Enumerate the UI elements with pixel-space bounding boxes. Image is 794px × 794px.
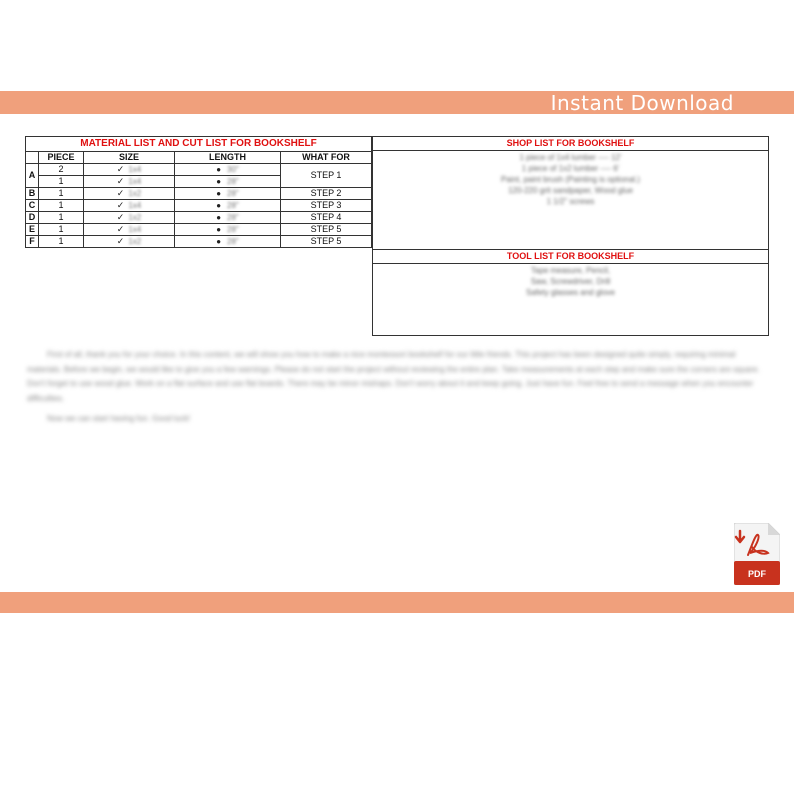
- length-value: 28": [227, 201, 239, 210]
- intro-closing: Now we can start having fun. Good luck!: [47, 414, 191, 423]
- piece-count: 1: [39, 224, 84, 236]
- size-value: 1x2: [128, 237, 142, 246]
- header-piece: PIECE: [39, 152, 84, 164]
- tool-list-title: TOOL LIST FOR BOOKSHELF: [373, 250, 768, 264]
- table-row: [26, 200, 372, 212]
- piece-count: 1: [39, 200, 84, 212]
- size-value: 1x4: [128, 201, 142, 210]
- header-length: LENGTH: [175, 152, 281, 164]
- header-size: SIZE: [84, 152, 175, 164]
- list-item: 1 1/2" screws: [546, 197, 595, 206]
- row-letter: A: [26, 164, 39, 188]
- size-value: 1x2: [128, 189, 142, 198]
- bullet-icon: ●: [216, 201, 222, 210]
- size-value: 1x4: [128, 177, 142, 186]
- material-table-title: MATERIAL LIST AND CUT LIST FOR BOOKSHELF: [26, 137, 372, 152]
- pdf-file-icon: [734, 523, 780, 585]
- size-value: 1x2: [128, 213, 142, 222]
- bullet-icon: ●: [216, 225, 222, 234]
- list-item: Paint, paint brush (Painting is optional.): [500, 175, 641, 184]
- length-value: 28": [227, 189, 239, 198]
- check-icon: ✓: [116, 164, 125, 174]
- shop-list-box: [372, 136, 769, 250]
- piece-count: 1: [39, 176, 84, 188]
- what-for-value: STEP 5: [281, 224, 372, 236]
- piece-count: 2: [39, 164, 84, 176]
- tool-list-box: [372, 250, 769, 336]
- row-letter: C: [26, 200, 39, 212]
- table-row: [26, 224, 372, 236]
- intro-paragraph: First of all, thank you for your choice. In this content, we will show you how to make a nice montessori bookshelf for our little friends. This project has been designed quite simply, requiring minimal materials. Before we begin, we would like to give you a few warnings. Please do not start the project without reviewing the entire plan. Take measurements at each step and make sure the corners are square. Don't forget to use wood glue. Work on a flat surface and use flat boards. There may be minor mishaps. Don't worry about it and keep going. Just have fun. Feel free to send a message when you encounter difficulties.: [27, 350, 760, 403]
- row-letter: F: [26, 236, 39, 248]
- check-icon: ✓: [116, 236, 125, 246]
- list-item: 1 piece of 1x4 lumber ---- 12': [519, 153, 622, 162]
- list-item: Safety glasses and glove: [526, 288, 615, 297]
- shop-list-lines: [373, 151, 768, 207]
- tool-list-lines: [373, 264, 768, 298]
- what-for-value: STEP 2: [281, 188, 372, 200]
- length-value: 28": [227, 237, 239, 246]
- piece-count: 1: [39, 236, 84, 248]
- table-row: [26, 164, 372, 176]
- instant-download-label: Instant Download: [550, 91, 734, 115]
- table-row: [26, 212, 372, 224]
- bullet-icon: ●: [216, 177, 222, 186]
- row-letter: D: [26, 212, 39, 224]
- piece-count: 1: [39, 212, 84, 224]
- intro-text: [27, 348, 767, 427]
- material-cut-list-table: [25, 136, 372, 248]
- length-value: 30": [227, 165, 239, 174]
- piece-count: 1: [39, 188, 84, 200]
- check-icon: ✓: [116, 224, 125, 234]
- length-value: 28": [227, 177, 239, 186]
- what-for-value: STEP 3: [281, 200, 372, 212]
- bullet-icon: ●: [216, 165, 222, 174]
- length-value: 28": [227, 213, 239, 222]
- list-item: Saw, Screwdriver, Drill: [530, 277, 611, 286]
- list-item: 1 piece of 1x2 lumber ---- 6': [521, 164, 620, 173]
- row-letter: B: [26, 188, 39, 200]
- table-row: [26, 236, 372, 248]
- check-icon: ✓: [116, 188, 125, 198]
- list-item: 120-220 grit sandpaper, Wood glue: [508, 186, 633, 195]
- bullet-icon: ●: [216, 213, 222, 222]
- what-for-value: STEP 1: [281, 164, 372, 188]
- table-row: [26, 188, 372, 200]
- pdf-label: PDF: [748, 569, 766, 579]
- list-item: Tape measure, Pencil,: [530, 266, 611, 275]
- header-letter: [26, 152, 39, 164]
- size-value: 1x4: [128, 225, 142, 234]
- check-icon: ✓: [116, 212, 125, 222]
- bullet-icon: ●: [216, 189, 222, 198]
- bullet-icon: ●: [216, 237, 222, 246]
- what-for-value: STEP 4: [281, 212, 372, 224]
- check-icon: ✓: [116, 200, 125, 210]
- shop-list-title: SHOP LIST FOR BOOKSHELF: [373, 137, 768, 151]
- header-what-for: WHAT FOR: [281, 152, 372, 164]
- check-icon: ✓: [116, 176, 125, 186]
- what-for-value: STEP 5: [281, 236, 372, 248]
- length-value: 28": [227, 225, 239, 234]
- bottom-banner: [0, 592, 794, 613]
- row-letter: E: [26, 224, 39, 236]
- size-value: 1x4: [128, 165, 142, 174]
